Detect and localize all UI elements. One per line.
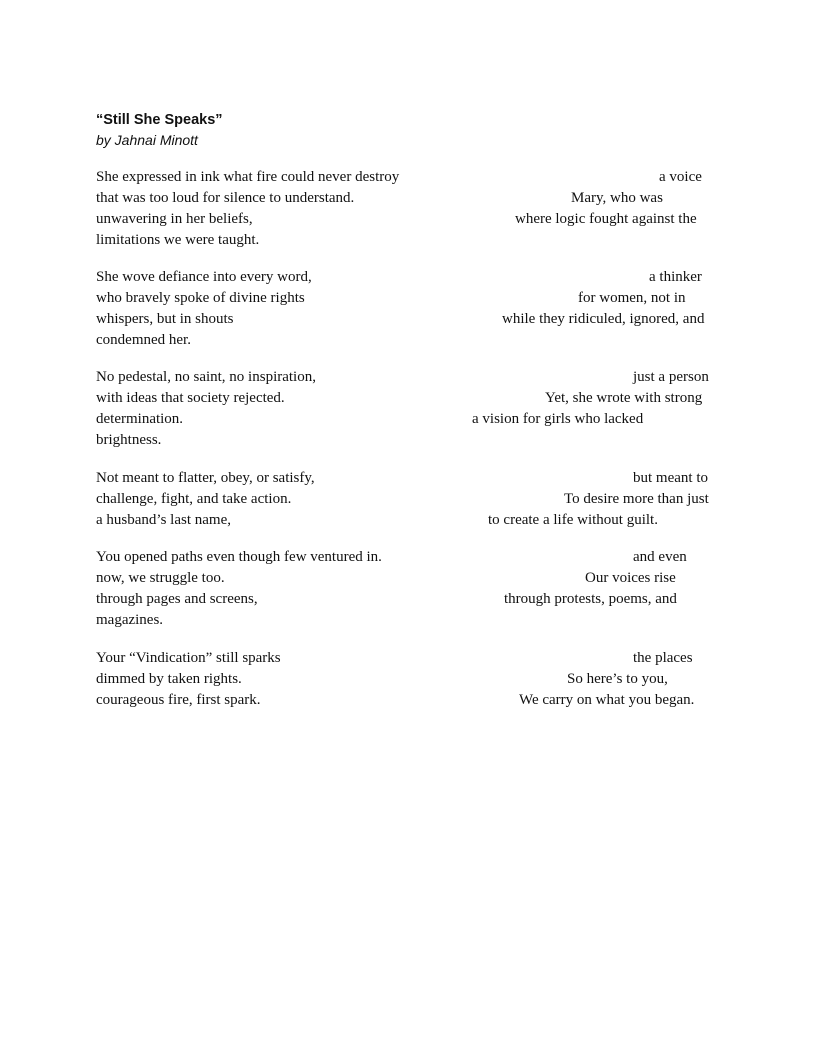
stanza-1-line-1-left: She expressed in ink what fire could never destroy	[96, 169, 400, 185]
stanza-5-line-4-left: magazines.	[96, 612, 164, 628]
stanza-1-line-3-right: where logic fought against the	[515, 211, 697, 227]
stanza-4-line-3-left: a husband’s last name,	[96, 512, 231, 528]
stanza-3-line-1-right: just a person	[633, 369, 709, 385]
stanza-3-line-3-left: determination.	[96, 411, 184, 427]
stanza-5-line-1-right: and even	[633, 549, 687, 565]
stanza-1-line-2-left: that was too loud for silence to understand.	[96, 190, 355, 206]
stanza-4-line-2-right: To desire more than just	[564, 491, 709, 507]
stanza-2-line-1-right: a thinker	[649, 269, 702, 285]
stanza-2-line-2-left: who bravely spoke of divine rights	[96, 290, 305, 306]
stanza-6-line-2-left: dimmed by taken rights.	[96, 671, 242, 687]
stanza-3-line-1-left: No pedestal, no saint, no inspiration,	[96, 369, 316, 385]
stanza-1-line-3-left: unwavering in her beliefs,	[96, 211, 253, 227]
stanza-3-line-2-right: Yet, she wrote with strong	[545, 390, 703, 406]
poem-byline: by Jahnai Minott	[96, 132, 198, 148]
stanza-6-line-1-right: the places	[633, 650, 693, 666]
stanza-4-line-2-left: challenge, fight, and take action.	[96, 491, 292, 507]
stanza-6-line-3-left: courageous fire, first spark.	[96, 692, 261, 708]
stanza-5-line-3-left: through pages and screens,	[96, 591, 258, 607]
stanza-5-line-2-right: Our voices rise	[585, 570, 676, 586]
stanza-6-line-1-left: Your “Vindication” still sparks	[96, 650, 281, 666]
stanza-4-line-3-right: to create a life without guilt.	[488, 512, 658, 528]
stanza-5-line-3-right: through protests, poems, and	[504, 591, 677, 607]
stanza-4-line-1-left: Not meant to flatter, obey, or satisfy,	[96, 470, 315, 486]
stanza-1-line-4-left: limitations we were taught.	[96, 232, 260, 248]
stanza-5-line-2-left: now, we struggle too.	[96, 570, 225, 586]
stanza-1-line-1-right: a voice	[659, 169, 702, 185]
poem-title: “Still She Speaks”	[96, 112, 223, 128]
stanza-2-line-2-right: for women, not in	[578, 290, 686, 306]
stanza-2-line-3-right: while they ridiculed, ignored, and	[502, 311, 705, 327]
stanza-2-line-4-left: condemned her.	[96, 332, 191, 348]
stanza-3-line-2-left: with ideas that society rejected.	[96, 390, 285, 406]
stanza-2-line-3-left: whispers, but in shouts	[96, 311, 234, 327]
stanza-2-line-1-left: She wove defiance into every word,	[96, 269, 312, 285]
stanza-6-line-3-right: We carry on what you began.	[519, 692, 695, 708]
stanza-5-line-1-left: You opened paths even though few ventured in.	[96, 549, 382, 565]
stanza-3-line-4-left: brightness.	[96, 432, 162, 448]
stanza-1-line-2-right: Mary, who was	[571, 190, 663, 206]
stanza-6-line-2-right: So here’s to you,	[567, 671, 668, 687]
stanza-4-line-1-right: but meant to	[633, 470, 708, 486]
stanza-3-line-3-right: a vision for girls who lacked	[472, 411, 644, 427]
